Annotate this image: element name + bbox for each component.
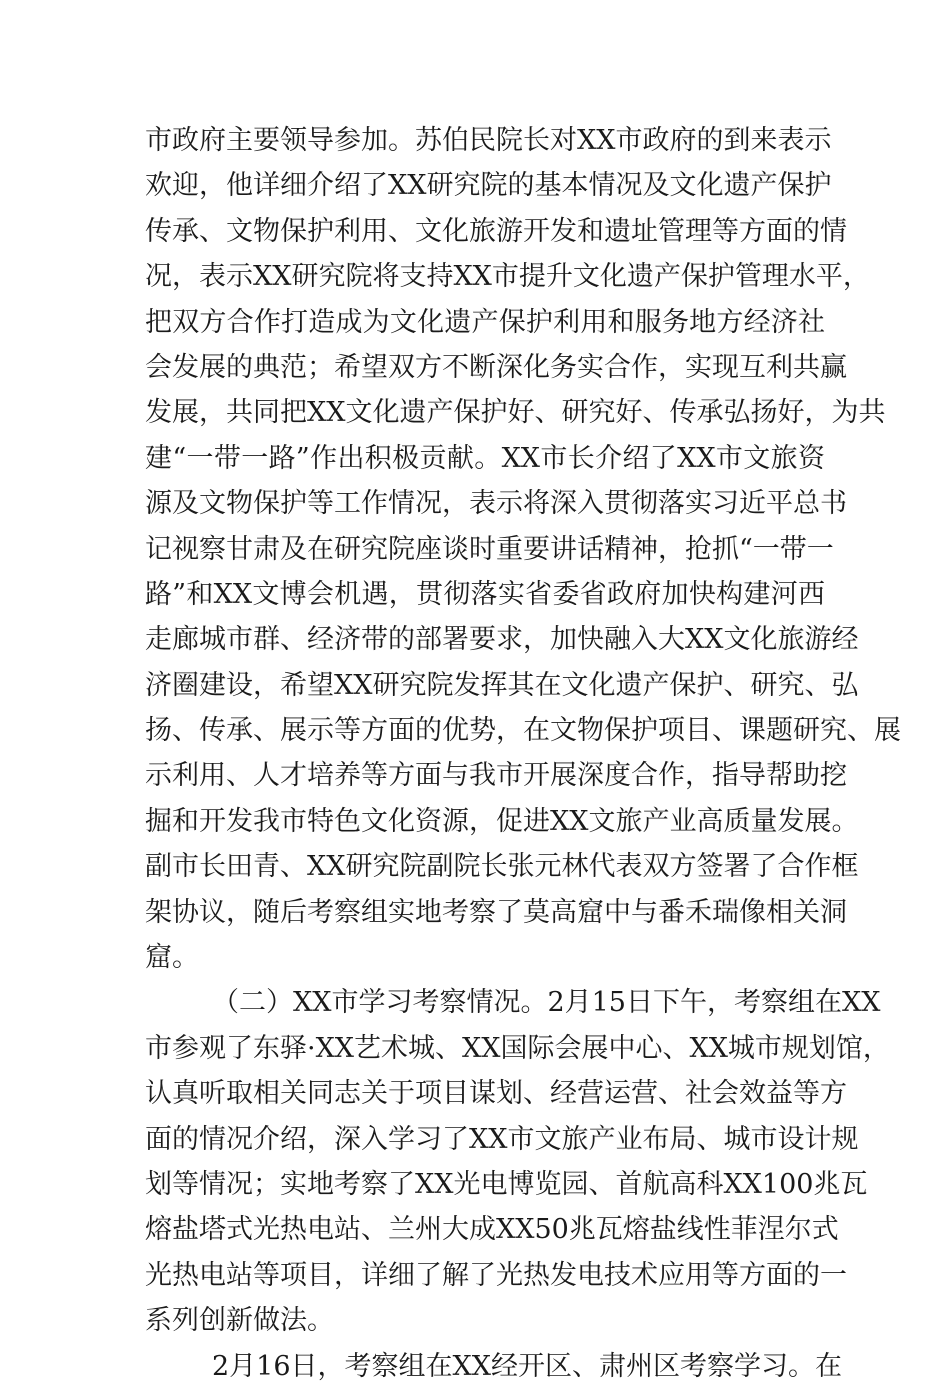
paragraph bbox=[145, 980, 890, 1343]
text-line: （二）XX市学习考察情况。2月15日下午，考察组在XX bbox=[212, 987, 881, 1019]
text-line: 副市长田青、XX研究院副院长张元林代表双方签署了合作框 bbox=[145, 851, 859, 883]
text-line: 路”和XX文博会机遇，贯彻落实省委省政府加快构建河西 bbox=[145, 578, 825, 610]
text-line: 划等情况；实地考察了XX光电博览园、首航高科XX100兆瓦 bbox=[145, 1168, 868, 1200]
text-line: 源及文物保护等工作情况，表示将深入贯彻落实习近平总书 bbox=[145, 488, 847, 520]
text-line: 况，表示XX研究院将支持XX市提升文化遗产保护管理水平， bbox=[145, 261, 870, 293]
text-line: 示利用、人才培养等方面与我市开展深度合作，指导帮助挖 bbox=[145, 760, 847, 792]
text-line: 会发展的典范；希望双方不断深化务实合作，实现互利共赢 bbox=[145, 351, 847, 383]
text-line: 扬、传承、展示等方面的优势，在文物保护项目、课题研究、展 bbox=[145, 715, 901, 747]
text-line: 欢迎，他详细介绍了XX研究院的基本情况及文化遗产保护 bbox=[145, 170, 832, 202]
text-line: 2月16日，考察组在XX经开区、肃州区考察学习。在 bbox=[212, 1350, 842, 1382]
text-line: 熔盐塔式光热电站、兰州大成XX50兆瓦熔盐线性菲涅尔式 bbox=[145, 1214, 839, 1246]
text-line: 市参观了东驿·XX艺术城、XX国际会展中心、XX城市规划馆， bbox=[145, 1032, 890, 1064]
text-line: 掘和开发我市特色文化资源，促进XX文旅产业高质量发展。 bbox=[145, 805, 859, 837]
document-body bbox=[145, 118, 901, 1389]
text-line: 窟。 bbox=[145, 942, 199, 974]
text-line: 架协议，随后考察组实地考察了莫高窟中与番禾瑞像相关洞 bbox=[145, 896, 847, 928]
text-line: 光热电站等项目，详细了解了光热发电技术应用等方面的一 bbox=[145, 1259, 847, 1291]
text-line: 济圈建设，希望XX研究院发挥其在文化遗产保护、研究、弘 bbox=[145, 669, 859, 701]
text-line: 传承、文物保护利用、文化旅游开发和遗址管理等方面的情 bbox=[145, 215, 847, 247]
text-line: 面的情况介绍，深入学习了XX市文旅产业布局、城市设计规 bbox=[145, 1123, 859, 1155]
text-line: 建“一带一路”作出积极贡献。XX市长介绍了XX市文旅资 bbox=[145, 442, 825, 474]
text-line: 认真听取相关同志关于项目谋划、经营运营、社会效益等方 bbox=[145, 1078, 847, 1110]
text-line: 走廊城市群、经济带的部署要求，加快融入大XX文化旅游经 bbox=[145, 624, 859, 656]
text-line: 系列创新做法。 bbox=[145, 1305, 334, 1337]
paragraph bbox=[145, 1344, 842, 1389]
text-line: 发展，共同把XX文化遗产保护好、研究好、传承弘扬好，为共 bbox=[145, 397, 886, 429]
paragraph bbox=[145, 118, 901, 980]
text-line: 市政府主要领导参加。苏伯民院长对XX市政府的到来表示 bbox=[145, 125, 832, 156]
text-line: 记视察甘肃及在研究院座谈时重要讲话精神，抢抓“一带一 bbox=[145, 533, 834, 565]
text-line: 把双方合作打造成为文化遗产保护利用和服务地方经济社 bbox=[145, 306, 825, 338]
